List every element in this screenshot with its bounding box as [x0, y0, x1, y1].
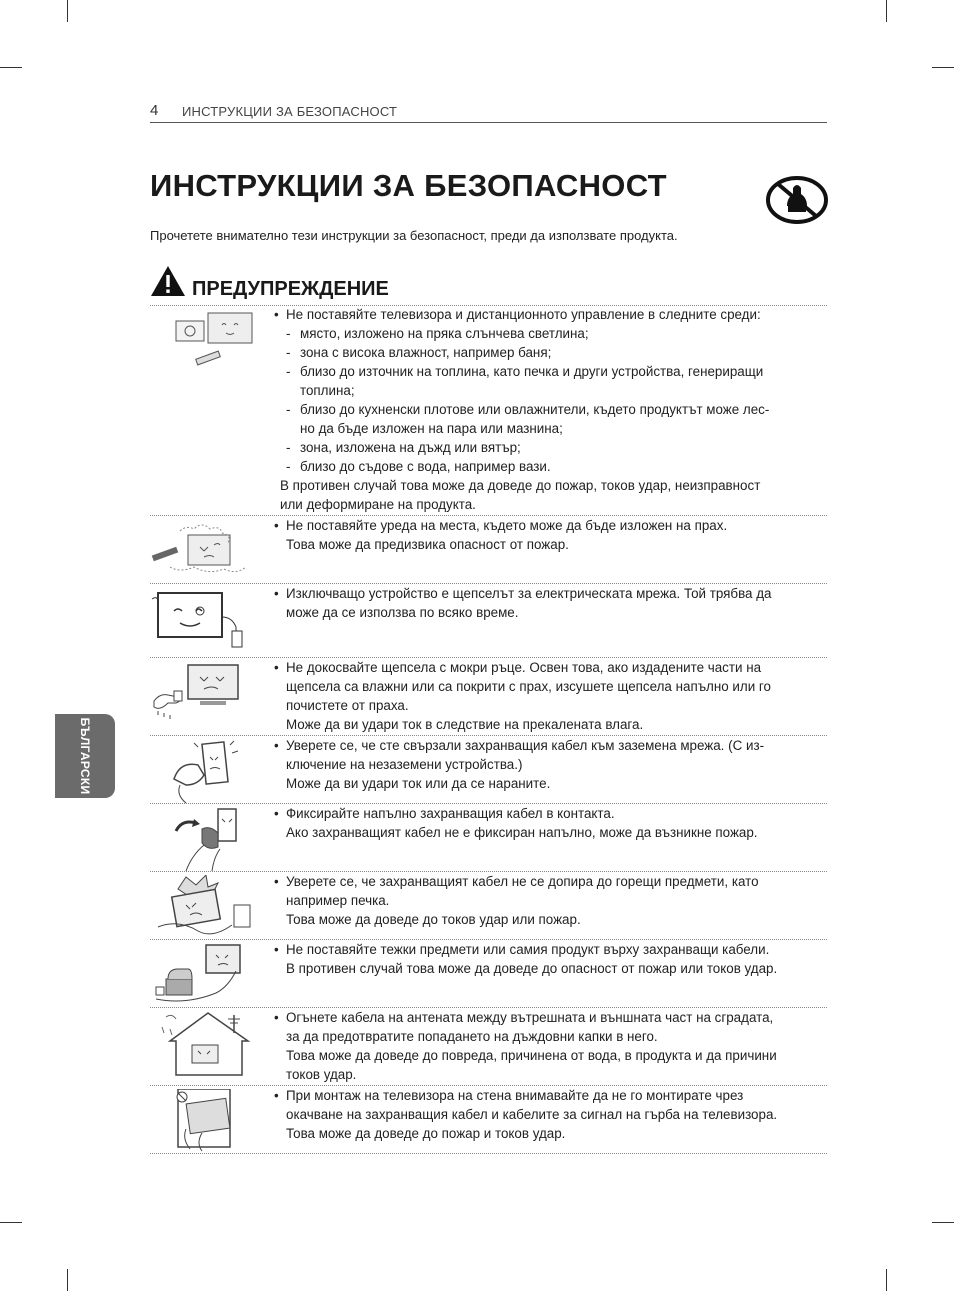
- item-text: [274, 584, 827, 622]
- item-dash: - близо до източник на топлина, като печка и други устройства, генериращи: [274, 362, 827, 381]
- crop-mark: [0, 67, 22, 68]
- item-text: [274, 872, 827, 929]
- item-text: [274, 736, 827, 793]
- item-line: или деформиране на продукта.: [280, 497, 476, 512]
- running-title: ИНСТРУКЦИИ ЗА БЕЗОПАСНОСТ: [182, 104, 398, 119]
- item-dash: - близо до кухненски плотове или овлажнители, където продуктът може лес-: [274, 400, 827, 419]
- item-line: В противен случай това може да доведе до пожар, токов удар, неизправност: [280, 478, 761, 493]
- item-line: почистете от праха.: [286, 698, 409, 713]
- safety-item: [150, 583, 827, 658]
- item-line: например печка.: [286, 893, 390, 908]
- antenna-cable-house-illustration: [160, 1011, 260, 1077]
- item-bullet: • Уверете се, че сте свързали захранващия кабел към заземена мрежа. (С из-: [274, 736, 827, 755]
- language-label: БЪЛГАРСКИ: [78, 717, 92, 795]
- item-text: [274, 516, 827, 554]
- item-line: окачване на захранващия кабел и кабелите за сигнал на гърба на телевизора.: [286, 1107, 778, 1122]
- heavy-object-on-cable-illustration: [154, 943, 254, 1009]
- safety-item: [150, 803, 827, 872]
- page-title: ИНСТРУКЦИИ ЗА БЕЗОПАСНОСТ: [150, 168, 667, 203]
- crop-mark: [886, 0, 887, 22]
- crop-mark: [67, 0, 68, 22]
- item-line: Това може да доведе до повреда, причинена от вода, в продукта и да причини: [286, 1048, 777, 1063]
- item-text: [274, 1008, 827, 1084]
- tv-dust-illustration: [150, 519, 250, 585]
- item-text: [274, 305, 827, 514]
- item-dash: - зона, изложена на дъжд или вятър;: [274, 438, 827, 457]
- crop-mark: [932, 1222, 954, 1223]
- wet-hands-plug-illustration: [150, 661, 250, 727]
- crop-mark: [67, 1269, 68, 1291]
- item-line: Това може да доведе до токов удар или пожар.: [286, 912, 581, 927]
- item-text: [274, 940, 827, 978]
- item-dash: - място, изложено на пряка слънчева светлина;: [274, 324, 827, 343]
- plug-insert-illustration: [172, 807, 272, 873]
- warning-label: ПРЕДУПРЕЖДЕНИЕ: [192, 278, 389, 300]
- safety-item: [150, 1007, 827, 1086]
- item-bullet: • Уверете се, че захранващият кабел не се допира до горещи предмети, като: [274, 872, 827, 891]
- safety-item: [150, 515, 827, 584]
- item-dash-cont: топлина;: [300, 383, 355, 398]
- item-line: токов удар.: [286, 1067, 357, 1082]
- item-text: [274, 1086, 827, 1143]
- intro-text: Прочетете внимателно тези инструкции за безопасност, преди да използвате продукта.: [150, 228, 678, 243]
- crop-mark: [0, 1222, 22, 1223]
- safety-item: [150, 1085, 827, 1154]
- language-side-tab: [55, 714, 115, 798]
- item-text: [274, 658, 827, 734]
- item-bullet: • При монтаж на телевизора на стена внимавайте да не го монтирате чрез: [274, 1086, 827, 1105]
- item-line: ключение на незаземени устройства.): [286, 757, 523, 772]
- item-line: щепсела са влажни или са покрити с прах, изсушете щепсела напълно или го: [286, 679, 771, 694]
- no-water-vase-icon: [766, 176, 828, 224]
- item-bullet: • Не докосвайте щепсела с мокри ръце. Освен това, ако издадените части на: [274, 658, 827, 677]
- item-line: Може да ви удари ток в следствие на прекалената влага.: [286, 717, 644, 732]
- item-bullet: • Не поставяйте уреда на места, където може да бъде изложен на прах.: [274, 516, 827, 535]
- crop-mark: [932, 67, 954, 68]
- item-dash: - зона с висока влажност, например баня;: [274, 343, 827, 362]
- grounded-outlet-illustration: [164, 739, 264, 805]
- running-header: [150, 100, 827, 123]
- item-line: за да предотвратите попадането на дъждовни капки в него.: [286, 1029, 658, 1044]
- item-line: Ако захранващият кабел не е фиксиран напълно, може да възникне пожар.: [286, 825, 758, 840]
- item-dash-cont: но да бъде изложен на пара или мазнина;: [300, 421, 563, 436]
- cable-hot-objects-illustration: [156, 875, 256, 941]
- item-text: [274, 804, 827, 842]
- safety-item: [150, 871, 827, 940]
- item-bullet: • Не поставяйте тежки предмети или самия продукт върху захранващи кабели.: [274, 940, 827, 959]
- item-line: В противен случай това може да доведе до опасност от пожар или токов удар.: [286, 961, 778, 976]
- item-line: може да се използва по всяко време.: [286, 605, 519, 620]
- item-line: Това може да доведе до пожар и токов удар.: [286, 1126, 566, 1141]
- warning-triangle-icon: [150, 265, 186, 297]
- item-bullet: • Не поставяйте телевизора и дистанционното управление в следните среди:: [274, 305, 827, 324]
- item-line: Може да ви удари ток или да се нараните.: [286, 776, 551, 791]
- item-bullet: • Изключващо устройство е щепселът за електрическата мрежа. Той трябва да: [274, 584, 827, 603]
- item-dash: - близо до съдове с вода, например вази.: [274, 457, 827, 476]
- safety-item: [150, 657, 827, 736]
- item-line: Това може да предизвика опасност от пожар.: [286, 537, 569, 552]
- item-bullet: • Фиксирайте напълно захранващия кабел в контакта.: [274, 804, 827, 823]
- tv-plug-disconnect-illustration: [150, 587, 250, 653]
- safety-item: [150, 305, 827, 516]
- tv-in-sunlight-illustration: [168, 307, 268, 373]
- page-number: 4: [150, 102, 159, 119]
- safety-item: [150, 735, 827, 804]
- item-bullet: • Огънете кабела на антената между вътрешната и външната част на сградата,: [274, 1008, 827, 1027]
- crop-mark: [886, 1269, 887, 1291]
- safety-item: [150, 939, 827, 1008]
- wall-mount-cables-illustration: [172, 1089, 272, 1155]
- warning-heading: [150, 265, 827, 306]
